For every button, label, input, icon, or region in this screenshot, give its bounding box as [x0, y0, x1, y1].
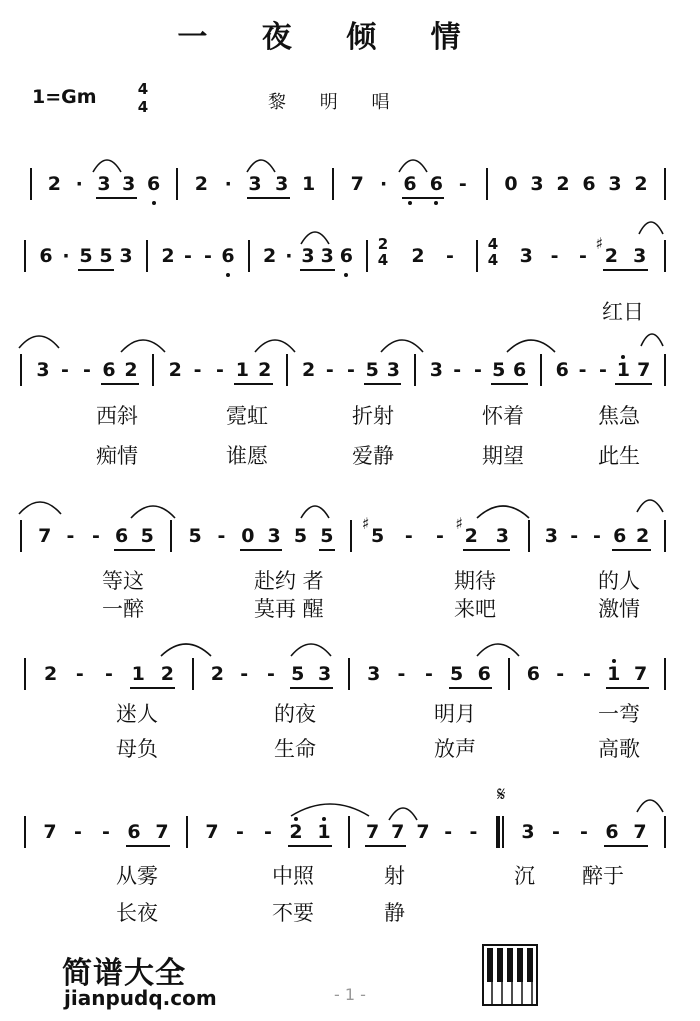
note: 6 [39, 245, 53, 267]
dash: - [425, 663, 433, 685]
low-octave-dot [344, 273, 348, 277]
beam-underline [247, 197, 290, 199]
lyric-word: 等这 [102, 569, 144, 593]
beam-underline [126, 845, 170, 847]
staff-line-5 [0, 650, 700, 690]
note: 3 [367, 663, 381, 685]
slur-arc [380, 336, 424, 354]
slur-arc [92, 156, 122, 174]
bar-line [20, 520, 22, 552]
lyric-word: 赴约 者 [254, 569, 324, 593]
slur-path [255, 340, 295, 352]
time-signature-top: 2 [377, 235, 389, 253]
lyric-word: 明月 [434, 702, 476, 726]
dash: - [453, 359, 462, 381]
note: 2 [210, 663, 224, 685]
bar-line [366, 240, 368, 272]
note: 2 [124, 359, 138, 381]
note: 6 [114, 525, 129, 547]
high-octave-dot [612, 659, 616, 663]
dash: - [216, 359, 224, 381]
dash: - [102, 821, 110, 843]
lyric-word: 从雾 [116, 864, 158, 888]
slur-arc [18, 498, 62, 516]
sharp-sign: ♯ [455, 514, 463, 533]
note: 5 [79, 245, 93, 267]
note: 3 [608, 173, 622, 195]
dash: - [204, 245, 212, 267]
staff-line-3 [0, 346, 700, 386]
beam-underline [240, 549, 282, 551]
note: 5 [188, 525, 202, 547]
dash: - [578, 359, 587, 381]
note: 7 [633, 663, 648, 685]
time-signature-bottom: 4 [487, 251, 499, 269]
note: 6 [582, 173, 596, 195]
beam-underline [300, 269, 335, 271]
slur-arc [638, 218, 664, 236]
note: 2 [43, 663, 58, 685]
bar-line [496, 816, 500, 848]
note: 1 [131, 663, 145, 685]
slur-path [247, 160, 275, 172]
note: 6 [512, 359, 527, 381]
slur-arc [246, 156, 276, 174]
dash: - [61, 359, 69, 381]
slur-path [639, 222, 663, 234]
time-signature-top: 4 [487, 235, 499, 253]
note: 1 [301, 173, 316, 195]
beam-underline [603, 269, 647, 271]
dot-extension: · [62, 245, 70, 267]
dash: - [579, 245, 587, 267]
beam-underline [364, 383, 401, 385]
staff-line-4 [0, 512, 700, 552]
bar-line [486, 168, 488, 200]
lyric-word: 生命 [274, 737, 316, 761]
bar-line [664, 816, 666, 848]
beam-underline [96, 197, 137, 199]
note: 2 [262, 245, 277, 267]
low-octave-dot [226, 273, 230, 277]
bar-line [20, 354, 22, 386]
note: 5 [492, 359, 506, 381]
note: 2 [160, 663, 174, 685]
note: 3 [275, 173, 289, 195]
note: 3 [386, 359, 400, 381]
dash: - [236, 821, 244, 843]
note: 3 [248, 173, 262, 195]
dash: - [325, 359, 334, 381]
note: 3 [97, 173, 111, 195]
slur-path [93, 160, 121, 172]
dash: - [240, 663, 249, 685]
note: 3 [267, 525, 281, 547]
slur-arc [476, 502, 530, 520]
dash: - [599, 359, 607, 381]
note: 2 [301, 359, 316, 381]
dash: - [444, 821, 453, 843]
lyric-word: 来吧 [454, 597, 496, 621]
note: 2 [411, 245, 425, 267]
dash: - [570, 525, 579, 547]
page-number: - 1 - [334, 985, 366, 1004]
beam-underline [365, 845, 406, 847]
slur-path [161, 644, 211, 656]
lyric-word: 一醉 [102, 597, 144, 621]
slur-path [477, 506, 529, 518]
lyric-word: 折射 [352, 404, 394, 428]
slur-arc [476, 640, 520, 658]
note: 3 [317, 663, 332, 685]
dash: - [74, 821, 82, 843]
beam-underline [402, 197, 444, 199]
note: 1 [607, 663, 621, 685]
note: 5 [140, 525, 154, 547]
beam-underline [615, 383, 651, 385]
note: 6 [613, 525, 627, 547]
slur-path [637, 500, 663, 512]
bar-line [24, 658, 26, 690]
note: 3 [530, 173, 544, 195]
dash: - [83, 359, 91, 381]
dash: - [92, 525, 100, 547]
watermark-url: jianpudq.com [64, 986, 217, 1010]
note: 7 [637, 359, 651, 381]
note: 6 [339, 245, 353, 267]
dash: - [458, 173, 467, 195]
note: 7 [633, 821, 647, 843]
note: 2 [194, 173, 208, 195]
bar-line [664, 658, 666, 690]
note: 3 [119, 245, 133, 267]
bar-line [192, 658, 194, 690]
note: 2 [289, 821, 303, 843]
dash: - [550, 245, 559, 267]
bar-line [664, 240, 666, 272]
note: 6 [555, 359, 569, 381]
bar-line [152, 354, 154, 386]
note: 0 [504, 173, 518, 195]
bar-line [24, 816, 26, 848]
lyric-word: 不要 [272, 901, 314, 925]
lyric-word: 的夜 [274, 702, 316, 726]
note: 5 [365, 359, 379, 381]
slur-arc [290, 640, 332, 658]
segno-sign: 𝄋 [497, 782, 506, 806]
time-signature-bottom: 4 [377, 251, 389, 269]
low-octave-dot [152, 201, 156, 205]
note: 6 [221, 245, 235, 267]
note: 7 [38, 525, 52, 547]
lyric-word: 沉 [514, 864, 535, 888]
sharp-sign: ♯ [361, 514, 370, 533]
bar-line [348, 658, 350, 690]
bar-line [414, 354, 416, 386]
dot-extension: · [224, 173, 232, 195]
bar-line [664, 168, 666, 200]
watermark [482, 944, 700, 1020]
dash: - [446, 245, 454, 267]
dash: - [436, 525, 444, 547]
lyric-word: 迷人 [116, 702, 158, 726]
lyric-word: 射 [384, 864, 405, 888]
low-octave-dot [434, 201, 438, 205]
slur-path [291, 804, 369, 816]
beam-underline [449, 687, 493, 689]
bar-line [332, 168, 334, 200]
low-octave-dot [408, 201, 412, 205]
slur-arc [300, 228, 330, 246]
slur-path [121, 340, 165, 352]
beam-underline [604, 845, 648, 847]
dash: - [583, 663, 591, 685]
bar-line [24, 240, 26, 272]
note: 5 [99, 245, 113, 267]
watermark-title: 简谱大全 [62, 956, 186, 991]
dash: - [347, 359, 355, 381]
dash: - [474, 359, 482, 381]
dash: - [580, 821, 588, 843]
note: 3 [320, 245, 334, 267]
beam-underline [319, 549, 335, 551]
slur-path [389, 808, 417, 820]
note: 3 [544, 525, 558, 547]
note: 7 [205, 821, 219, 843]
note: 2 [47, 173, 61, 195]
dash: - [184, 245, 192, 267]
slur-path [301, 232, 329, 244]
dash: - [267, 663, 275, 685]
note: 2 [556, 173, 570, 195]
beam-underline [612, 549, 651, 551]
beam-underline [101, 383, 139, 385]
lyric-word: 母负 [116, 737, 158, 761]
slur-path [381, 340, 423, 352]
lyric-word: 莫再 醒 [254, 597, 324, 621]
note: 3 [633, 245, 647, 267]
slur-arc [640, 330, 664, 348]
dash: - [397, 663, 406, 685]
inline-time-signature [373, 236, 393, 268]
dash: - [552, 821, 560, 843]
lyric-word: 醉于 [582, 864, 624, 888]
time-signature-bottom: 4 [137, 98, 149, 116]
staff-line-2 [0, 232, 700, 272]
bar-line [176, 168, 178, 200]
note: 7 [365, 821, 380, 843]
beam-underline [78, 269, 114, 271]
note: 5 [449, 663, 464, 685]
beam-underline [290, 687, 333, 689]
note: 3 [429, 359, 443, 381]
lyric-word: 高歌 [598, 737, 640, 761]
lyric-word: 中照 [272, 864, 314, 888]
piano-logo-icon [482, 944, 538, 1006]
bar-line [30, 168, 32, 200]
lyric-word: 长夜 [116, 901, 158, 925]
note: 1 [616, 359, 630, 381]
lyric-word: 西斜 [96, 404, 138, 428]
note: 2 [168, 359, 182, 381]
slur-path [19, 336, 59, 348]
beam-underline [606, 687, 649, 689]
lyric-word: 霓虹 [226, 404, 268, 428]
note: 2 [635, 525, 650, 547]
note: 3 [495, 525, 509, 547]
note: 5 [291, 663, 305, 685]
bar-line [186, 816, 188, 848]
lyric-word: 此生 [598, 444, 640, 468]
time-signature [133, 80, 153, 116]
slur-arc [254, 336, 296, 354]
note: 6 [477, 663, 491, 685]
slur-arc [130, 502, 176, 520]
slur-arc [636, 496, 664, 514]
lyric-word: 的人 [598, 569, 640, 593]
bar-line [528, 520, 530, 552]
note: 7 [416, 821, 430, 843]
note: 6 [403, 173, 417, 195]
singer-credit: 黎 明 唱 [268, 92, 404, 113]
slur-path [19, 502, 61, 514]
note: 5 [320, 525, 334, 547]
bar-line [664, 520, 666, 552]
slur-arc [636, 796, 664, 814]
bar-line [286, 354, 288, 386]
note: 7 [155, 821, 169, 843]
bar-line [508, 658, 510, 690]
bar-line [146, 240, 148, 272]
note: 3 [122, 173, 136, 195]
slur-path [637, 800, 663, 812]
note: 1 [317, 821, 331, 843]
bar-line [476, 240, 478, 272]
note: 6 [526, 663, 540, 685]
lyric-word: 一弯 [598, 702, 640, 726]
dash: - [404, 525, 413, 547]
note: 2 [604, 245, 618, 267]
dash: - [593, 525, 601, 547]
lyric-word: 怀着 [482, 404, 524, 428]
beam-underline [288, 845, 332, 847]
song-title: 一 夜 倾 情 [177, 20, 483, 55]
dash: - [105, 663, 113, 685]
bar-line [502, 816, 504, 848]
note: 1 [235, 359, 249, 381]
slur-path [301, 506, 329, 518]
slur-path [399, 160, 427, 172]
note: 6 [429, 173, 443, 195]
dash: - [556, 663, 565, 685]
dash: - [217, 525, 226, 547]
note: 3 [521, 821, 535, 843]
note: 3 [301, 245, 315, 267]
note: 7 [43, 821, 57, 843]
beam-underline [234, 383, 272, 385]
note: 2 [161, 245, 175, 267]
note: 7 [391, 821, 405, 843]
slur-path [507, 340, 555, 352]
beam-underline [114, 549, 156, 551]
lyric-word: 放声 [434, 737, 476, 761]
slur-arc [18, 332, 60, 350]
beam-underline [491, 383, 528, 385]
note: 2 [258, 359, 272, 381]
slur-arc [160, 640, 212, 658]
slur-path [477, 644, 519, 656]
dash: - [264, 821, 272, 843]
beam-underline [463, 549, 510, 551]
beam-underline [130, 687, 175, 689]
slur-arc [120, 336, 166, 354]
bar-line [350, 520, 352, 552]
dash: - [193, 359, 202, 381]
bar-line [248, 240, 250, 272]
lyric-word: 静 [384, 901, 405, 925]
note: 5 [370, 525, 385, 547]
lyric-word: 焦急 [598, 404, 640, 428]
note: 3 [36, 359, 50, 381]
slur-arc [398, 156, 428, 174]
bar-line [170, 520, 172, 552]
inline-time-signature [483, 236, 503, 268]
slur-arc [300, 502, 330, 520]
key-signature: 1=Gm [32, 86, 97, 108]
note: 3 [519, 245, 533, 267]
slur-path [131, 506, 175, 518]
dot-extension: · [285, 245, 293, 267]
lyric-word: 期望 [482, 444, 524, 468]
lyric-word: 爱静 [352, 444, 394, 468]
note: 0 [241, 525, 255, 547]
lyric-word: 谁愿 [226, 444, 268, 468]
note: 2 [634, 173, 648, 195]
dash: - [469, 821, 478, 843]
note: 6 [127, 821, 141, 843]
note: 6 [605, 821, 619, 843]
note: 6 [146, 173, 161, 195]
note: 7 [350, 173, 364, 195]
bar-line [664, 354, 666, 386]
slur-path [291, 644, 331, 656]
note: 2 [464, 525, 478, 547]
slur-arc [506, 336, 556, 354]
lyric-word: 激情 [598, 597, 640, 621]
bar-line [348, 816, 350, 848]
time-signature-top: 4 [137, 80, 149, 98]
dot-extension: · [75, 173, 83, 195]
dot-extension: · [379, 173, 388, 195]
slur-arc [388, 804, 418, 822]
note: 5 [293, 525, 308, 547]
slur-path [641, 334, 663, 346]
bar-line [540, 354, 542, 386]
dash: - [75, 663, 84, 685]
dash: - [66, 525, 75, 547]
lyric-word: 期待 [454, 569, 496, 593]
sharp-sign: ♯ [595, 234, 604, 253]
lyric-word: 痴情 [96, 444, 138, 468]
slur-arc [290, 800, 370, 818]
note: 6 [102, 359, 116, 381]
lyric-word: 红日 [602, 300, 644, 324]
